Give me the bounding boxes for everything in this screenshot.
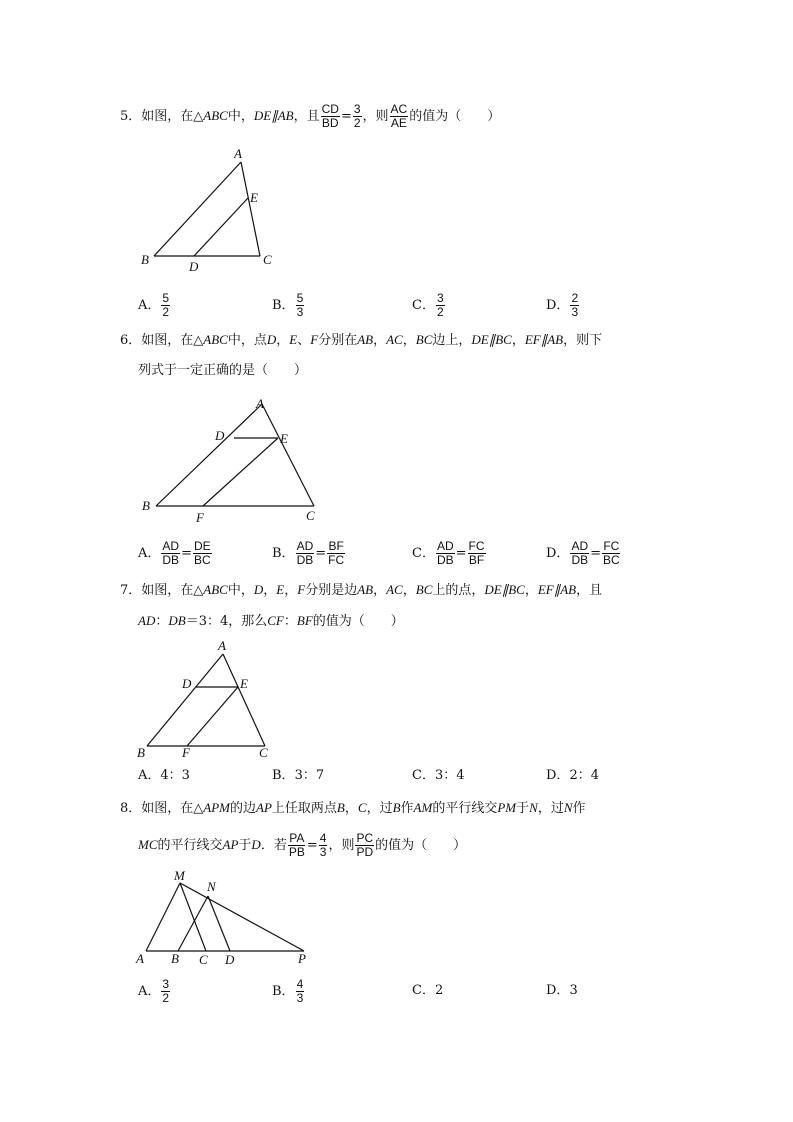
- q8-option-b[interactable]: [272, 978, 305, 1005]
- denominator: DB: [571, 553, 589, 567]
- q5-text: 中，: [227, 109, 254, 124]
- q6-text: ，: [511, 333, 525, 348]
- q6-math: BC: [415, 332, 433, 347]
- q5-number: 5．: [120, 109, 142, 124]
- q5-segment-de: [194, 198, 248, 256]
- option-label: C．: [412, 768, 435, 783]
- equals: =: [455, 546, 467, 561]
- option-label: B．: [272, 768, 295, 783]
- q5-text: ，且: [293, 109, 320, 124]
- option-fraction: [161, 292, 170, 319]
- q8-label-b: B: [171, 951, 179, 966]
- option-fraction: [296, 978, 305, 1005]
- numerator: PA: [289, 831, 305, 845]
- q8-side-mp: [180, 883, 304, 951]
- q6-label-c: C: [306, 508, 315, 523]
- q6-math: AC: [386, 332, 403, 347]
- q6-text: ，: [373, 333, 387, 348]
- q7-math: AC: [386, 582, 403, 597]
- q5-figure: [130, 140, 290, 275]
- q7-math: EF∥AB: [537, 582, 577, 597]
- denominator: BC: [603, 553, 620, 567]
- option-fraction-right: [327, 540, 345, 567]
- q7-segment-ef: [187, 687, 238, 746]
- equals: =: [306, 838, 318, 853]
- numerator: 3: [162, 977, 170, 991]
- q6-segment-ef: [203, 438, 278, 506]
- q7-math: AB: [357, 582, 374, 597]
- denominator: 2: [353, 116, 361, 130]
- equals: =: [315, 546, 327, 561]
- denominator: 2: [436, 305, 444, 319]
- q7-math: DB: [168, 613, 186, 628]
- q5-label-c: C: [263, 252, 272, 267]
- q7-label-d: D: [182, 676, 192, 691]
- option-fraction: [436, 292, 445, 319]
- q8-label-n: N: [207, 879, 216, 894]
- q8-label-a: A: [136, 951, 144, 966]
- option-fraction-left: [161, 540, 180, 567]
- q6-math: F: [310, 332, 319, 347]
- q5-label-b: B: [141, 252, 149, 267]
- q7-math: D: [253, 582, 264, 597]
- q7-math: ABC: [203, 582, 228, 597]
- q8-label-c: C: [199, 952, 208, 967]
- option-label: A．: [138, 546, 161, 561]
- q6-figure: [130, 392, 330, 527]
- numerator: AD: [436, 539, 454, 553]
- q5-option-b[interactable]: [272, 292, 305, 319]
- option-label: C．: [412, 298, 435, 313]
- q7-label-c: C: [259, 745, 268, 760]
- q8-label-p: P: [298, 951, 306, 966]
- q5-fraction-cd-bd: [321, 103, 340, 130]
- q7-math: AD: [138, 613, 156, 628]
- option-label: B．: [272, 298, 295, 313]
- q8-fraction-pa-pb: [288, 832, 306, 859]
- q8-math: B: [336, 800, 345, 815]
- numerator: FC: [468, 539, 485, 553]
- q7-text: ＝3：4，那么: [185, 614, 268, 629]
- q8-math: MC: [138, 837, 158, 852]
- numerator: FC: [603, 539, 620, 553]
- numerator: 3: [436, 291, 444, 305]
- option-fraction: [296, 292, 305, 319]
- q5-stem: [120, 103, 500, 130]
- numerator: BF: [328, 539, 344, 553]
- q5-fraction-3-2: [353, 103, 362, 130]
- q8-text: 作: [572, 801, 586, 816]
- option-text: 3：4: [434, 768, 465, 783]
- q8-text: 的平行线交: [432, 801, 498, 816]
- option-label: D．: [546, 768, 570, 783]
- q7-math: CF: [267, 613, 284, 628]
- q7-text: ，: [284, 583, 298, 598]
- q5-fraction-ac-ae: [390, 103, 409, 130]
- q8-fraction-4-3: [319, 832, 328, 859]
- q5-option-d[interactable]: [546, 292, 580, 319]
- option-text: 3：7: [294, 768, 325, 783]
- q6-label-a: A: [256, 396, 264, 411]
- q6-math: AB: [357, 332, 374, 347]
- equals: =: [340, 109, 352, 124]
- q7-label-e: E: [240, 676, 248, 691]
- q6-text: 边上，: [432, 333, 472, 348]
- q8-math: N: [563, 800, 573, 815]
- option-label: B．: [272, 984, 295, 999]
- q8-text: 作: [400, 801, 414, 816]
- q8-text: 于: [516, 801, 530, 816]
- q8-option-c[interactable]: [412, 978, 443, 1004]
- option-text: 4：3: [160, 768, 190, 783]
- option-label: A．: [138, 984, 161, 999]
- q8-math: D: [251, 837, 261, 852]
- q7-side-ac: [223, 654, 265, 746]
- denominator: 2: [162, 305, 170, 319]
- option-label: B．: [272, 546, 295, 561]
- q8-math: APM: [203, 800, 230, 815]
- option-fraction-left: [436, 540, 455, 567]
- q5-text: 的值为（ ）: [409, 109, 501, 124]
- q6-option-d[interactable]: [546, 540, 622, 567]
- denominator: BD: [321, 116, 339, 130]
- numerator: 3: [353, 102, 361, 116]
- q6-text: ，则下: [563, 333, 603, 348]
- q8-stem-line2: [138, 832, 466, 859]
- q6-label-f: F: [196, 510, 204, 525]
- equals: =: [590, 546, 602, 561]
- option-label: A．: [138, 298, 161, 313]
- q8-label-m: M: [174, 868, 185, 883]
- denominator: BC: [193, 553, 211, 567]
- option-text: 2：4: [569, 768, 599, 783]
- q6-side-ab: [156, 404, 262, 506]
- q6-text: 中，点: [227, 333, 267, 348]
- numerator: 5: [162, 291, 170, 305]
- q7-option-a[interactable]: [138, 766, 190, 786]
- option-fraction: [161, 978, 170, 1005]
- numerator: PC: [356, 831, 374, 845]
- option-label: D．: [546, 298, 570, 313]
- q6-stem-line1: [120, 330, 602, 351]
- q6-math: D: [266, 332, 277, 347]
- denominator: 3: [319, 845, 327, 859]
- numerator: 2: [571, 291, 579, 305]
- q5-side-ab: [154, 162, 241, 256]
- q5-label-e: E: [250, 190, 258, 205]
- q7-side-ab: [147, 654, 223, 746]
- q6-text: 如图，在△: [141, 333, 204, 348]
- q8-option-d[interactable]: [546, 978, 578, 1004]
- q6-math: DE∥BC: [471, 332, 512, 347]
- q7-text: ，: [402, 583, 416, 598]
- q6-math: ABC: [203, 332, 228, 347]
- numerator: 4: [296, 977, 304, 991]
- q5-text: ，则: [362, 109, 389, 124]
- q8-math: C: [357, 800, 367, 815]
- q7-stem-line2: [138, 611, 404, 632]
- q8-math: AP: [222, 837, 239, 852]
- q7-option-c[interactable]: [412, 766, 465, 786]
- q7-label-b: B: [137, 745, 145, 760]
- q8-figure: [130, 862, 320, 972]
- denominator: 2: [162, 991, 170, 1005]
- q8-segment-bn: [178, 896, 208, 951]
- q6-stem-line2: 列式于一定正确的是（ ）: [138, 363, 308, 378]
- q7-number: 7．: [120, 583, 142, 598]
- denominator: AE: [390, 116, 407, 130]
- q8-math: B: [392, 800, 401, 815]
- q7-text: ，: [263, 583, 277, 598]
- denominator: DB: [436, 553, 454, 567]
- q6-math: EF∥AB: [524, 332, 564, 347]
- q8-text: 如图，在△: [141, 801, 204, 816]
- q8-stem-line1: [120, 798, 586, 819]
- q8-math: N: [529, 800, 538, 815]
- q7-math: E: [276, 582, 285, 597]
- q8-text: ，过: [537, 801, 564, 816]
- q8-text: 于: [238, 838, 252, 853]
- q6-text: ，: [276, 333, 290, 348]
- q8-fraction-pc-pd: [355, 832, 374, 859]
- q7-label-f: F: [182, 745, 190, 760]
- option-label: D．: [546, 546, 570, 561]
- q7-math: BF: [296, 613, 313, 628]
- q5-side-ac: [241, 162, 260, 256]
- q7-text: ，: [524, 583, 538, 598]
- q6-label-b: B: [142, 498, 150, 513]
- q8-label-d: D: [225, 952, 235, 967]
- denominator: 3: [296, 991, 304, 1005]
- option-fraction-left: [296, 540, 315, 567]
- q8-text: 的边: [230, 801, 257, 816]
- q5-option-c[interactable]: [412, 292, 446, 319]
- denominator: 3: [571, 305, 579, 319]
- q8-text: ，则: [328, 838, 355, 853]
- q8-text: 的值为（ ）: [375, 838, 467, 853]
- q5-text: 如图，在△: [141, 109, 204, 124]
- q7-label-a: A: [218, 638, 226, 653]
- q7-text: ：: [155, 614, 169, 629]
- q8-option-a[interactable]: [138, 978, 171, 1005]
- q8-math: AP: [256, 800, 272, 815]
- option-fraction: [570, 292, 579, 319]
- q5-option-a[interactable]: [138, 292, 171, 319]
- option-text: 3: [569, 983, 578, 998]
- q7-math: F: [297, 582, 306, 597]
- option-fraction-right: [193, 540, 212, 567]
- q6-math: E: [289, 332, 298, 347]
- q7-math: DE∥BC: [484, 582, 525, 597]
- q8-text: ，过: [366, 801, 393, 816]
- numerator: AD: [296, 539, 314, 553]
- q6-label-e: E: [280, 431, 288, 446]
- q7-text: 如图，在△: [141, 583, 204, 598]
- q6-option-a[interactable]: [138, 540, 213, 567]
- denominator: PD: [356, 845, 374, 859]
- q8-text: ，: [344, 801, 358, 816]
- q7-text: ：: [283, 614, 297, 629]
- denominator: DB: [296, 553, 314, 567]
- q7-text: 中，: [227, 583, 254, 598]
- q7-text: ，: [373, 583, 387, 598]
- option-label: D．: [546, 983, 570, 998]
- q7-math: BC: [415, 582, 433, 597]
- numerator: 4: [319, 831, 327, 845]
- q8-text: 的平行线交: [157, 838, 223, 853]
- q7-figure: [130, 635, 290, 765]
- option-fraction-left: [570, 540, 589, 567]
- q7-text: ，且: [576, 583, 603, 598]
- q6-side-ac: [262, 404, 314, 506]
- numerator: AC: [390, 102, 408, 116]
- q8-math: AM: [413, 800, 433, 815]
- numerator: DE: [193, 539, 211, 553]
- option-fraction-right: [602, 540, 621, 567]
- option-label: C．: [412, 983, 435, 998]
- q5-label-a: A: [234, 146, 242, 161]
- equals: =: [181, 546, 192, 561]
- q7-text: 上的点，: [432, 583, 485, 598]
- q8-text: ．若: [260, 838, 287, 853]
- denominator: 3: [296, 305, 304, 319]
- numerator: 5: [296, 291, 304, 305]
- q6-label-d: D: [215, 428, 225, 443]
- q5-label-d: D: [189, 259, 199, 274]
- q8-number: 8．: [120, 801, 142, 816]
- q7-stem-line1: [120, 580, 602, 601]
- q6-text: ，: [402, 333, 416, 348]
- denominator: DB: [162, 553, 180, 567]
- option-fraction-right: [468, 540, 486, 567]
- q8-text: 上任取两点: [271, 801, 337, 816]
- q7-text: 的值为（ ）: [312, 614, 404, 629]
- q5-parallel: DE∥AB: [253, 108, 294, 123]
- q5-triangle: ABC: [203, 108, 228, 123]
- numerator: CD: [321, 102, 339, 116]
- q6-number: 6．: [120, 333, 142, 348]
- numerator: AD: [571, 539, 589, 553]
- option-label: A．: [138, 768, 161, 783]
- q8-side-am: [146, 883, 180, 951]
- q6-text: 分别在: [318, 333, 358, 348]
- denominator: FC: [328, 553, 345, 567]
- option-label: C．: [412, 546, 435, 561]
- denominator: BF: [468, 553, 485, 567]
- q7-option-b[interactable]: [272, 766, 324, 786]
- q7-text: 分别是边: [305, 583, 358, 598]
- denominator: PB: [288, 845, 305, 859]
- numerator: AD: [162, 539, 180, 553]
- q6-text: 、: [297, 333, 311, 348]
- option-text: 2: [434, 983, 444, 998]
- q7-option-d[interactable]: [546, 766, 599, 786]
- q6-option-b[interactable]: [272, 540, 346, 567]
- q6-option-c[interactable]: [412, 540, 487, 567]
- q8-math: PM: [497, 800, 517, 815]
